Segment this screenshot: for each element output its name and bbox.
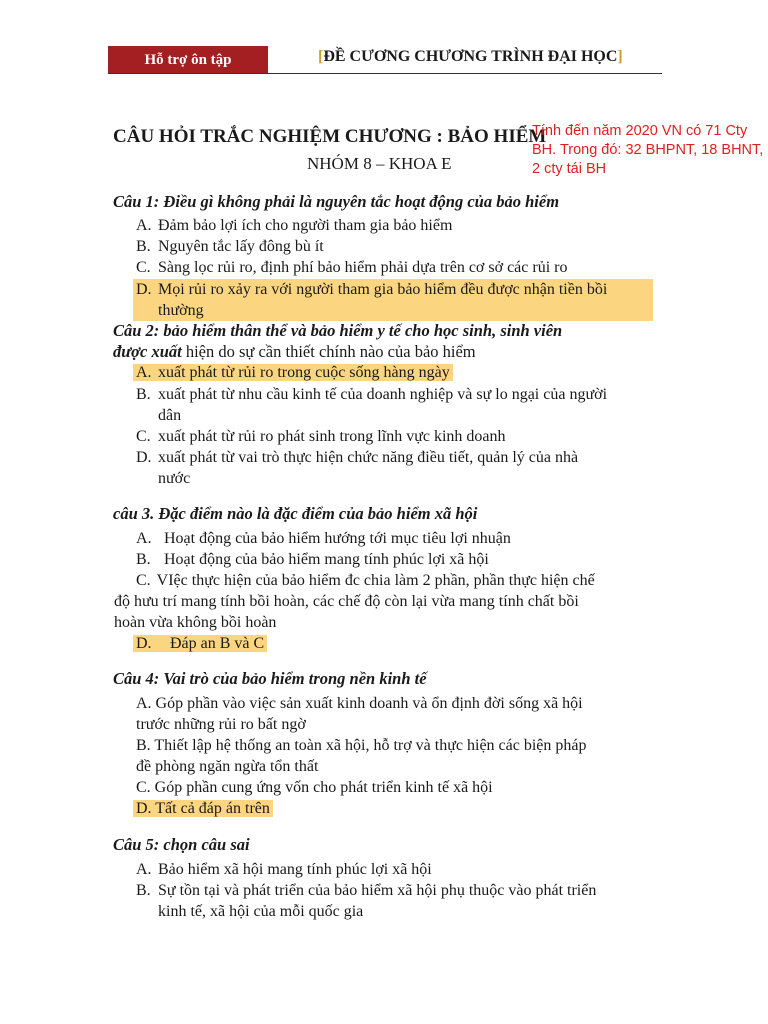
highlighted-answer xyxy=(133,635,267,652)
option-label: D. xyxy=(136,449,152,466)
q5-option-a xyxy=(136,859,656,880)
option-text: Hoạt động của bảo hiểm mang tính phúc lợi xã hội xyxy=(164,551,489,568)
option-text-cont: đề phòng ngăn ngừa tổn thất xyxy=(136,758,319,775)
option-text: xuất phát từ rủi ro phát sinh trong lĩnh vực kinh doanh xyxy=(158,428,506,445)
option-label: B. xyxy=(136,551,151,568)
header-badge-label: Hỗ trợ ôn tập xyxy=(144,51,232,68)
header-title-text: ĐỀ CƯƠNG CHƯƠNG TRÌNH ĐẠI HỌC xyxy=(323,48,618,65)
option-text: Sự tồn tại và phát triển của bảo hiểm xã hội phụ thuộc vào phát triển xyxy=(158,882,597,899)
header-badge xyxy=(108,46,268,74)
option-text: B. Thiết lập hệ thống an toàn xã hội, hỗ trợ và thực hiện các biện pháp xyxy=(136,737,587,754)
option-text: Bảo hiểm xã hội mang tính phúc lợi xã hội xyxy=(158,861,432,878)
q4-option-d xyxy=(133,798,273,819)
q3-option-d xyxy=(133,633,267,654)
highlighted-answer: D. Tất cả đáp án trên xyxy=(133,800,273,817)
q5-option-b xyxy=(136,880,656,922)
option-label: A. xyxy=(136,530,152,547)
option-text: Sàng lọc rủi ro, định phí bảo hiểm phải dựa trên cơ sở các rủi ro xyxy=(158,259,568,276)
option-text: xuất phát từ vai trò thực hiện chức năng điều tiết, quản lý của nhà xyxy=(158,449,579,466)
option-label: A. xyxy=(136,861,152,878)
option-label: D. xyxy=(136,281,152,298)
document-subtitle: NHÓM 8 – KHOA E xyxy=(307,154,452,173)
highlighted-answer xyxy=(133,364,453,381)
option-label: C. xyxy=(136,572,151,589)
highlighted-answer xyxy=(133,279,653,300)
bracket-open: [ xyxy=(318,48,324,65)
option-label: C. xyxy=(136,259,151,276)
option-text-cont: hoàn vừa không bồi hoàn xyxy=(114,614,277,631)
option-text-cont: dân xyxy=(158,407,182,424)
option-text-cont: trước những rủi ro bất ngờ xyxy=(136,716,306,733)
option-text: xuất phát từ nhu cầu kinh tế của doanh nghiệp và sự lo ngại của người xyxy=(158,386,608,403)
q1-option-d xyxy=(133,279,653,321)
header-divider xyxy=(108,73,662,74)
option-label: D. xyxy=(136,635,152,652)
q3-option-c xyxy=(114,570,656,633)
header-title xyxy=(318,48,623,66)
q4-option-a xyxy=(136,693,654,735)
question-2-line1: Câu 2: bảo hiểm thân thể và bảo hiểm y tế cho học sinh, sinh viên xyxy=(113,321,563,340)
question-5-title: Câu 5: chọn câu sai xyxy=(113,835,250,854)
option-label: C. xyxy=(136,428,151,445)
q1-option-b xyxy=(136,236,656,257)
question-2-bold: được xuất xyxy=(113,342,182,361)
q2-option-c xyxy=(136,426,656,447)
highlighted-answer-cont xyxy=(133,300,653,321)
q3-option-a xyxy=(136,528,656,549)
option-label: B. xyxy=(136,238,151,255)
option-text: Mọi rủi ro xảy ra với người tham gia bảo hiểm đều được nhận tiền bồi xyxy=(158,281,608,298)
option-text: Nguyên tắc lấy đông bù ít xyxy=(158,238,324,255)
q2-option-b xyxy=(136,384,656,426)
option-label: A. xyxy=(136,217,152,234)
option-text: xuất phát từ rủi ro trong cuộc sống hàng ngày xyxy=(158,364,450,381)
option-label: B. xyxy=(136,386,151,403)
option-text: Đảm bảo lợi ích cho người tham gia bảo hiểm xyxy=(158,217,453,234)
bracket-close: ] xyxy=(617,48,623,65)
question-1-title: Câu 1: Điều gì không phải là nguyên tắc hoạt động của bảo hiểm xyxy=(113,192,560,211)
question-2-line2 xyxy=(113,341,663,362)
q4-option-b xyxy=(136,735,654,777)
option-text: A. Góp phần vào việc sản xuất kinh doanh và ổn định đời sống xã hội xyxy=(136,695,583,712)
option-text: thường xyxy=(158,302,204,319)
option-text: Đáp an B và C xyxy=(170,635,265,652)
q4-option-c: C. Góp phần cung ứng vốn cho phát triển kinh tế xã hội xyxy=(136,779,493,796)
q2-option-a xyxy=(133,362,453,383)
document-title: CÂU HỎI TRẮC NGHIỆM CHƯƠNG : BẢO HIỂM xyxy=(113,126,547,147)
option-text-cont: độ hưu trí mang tính bồi hoàn, các chế độ còn lại vừa mang tính chất bồi xyxy=(114,593,579,610)
option-label: A. xyxy=(136,364,152,381)
option-label: B. xyxy=(136,882,151,899)
q1-option-c xyxy=(136,257,656,278)
option-text: Hoạt động của bảo hiểm hướng tới mục tiêu lợi nhuận xyxy=(164,530,511,547)
q2-option-d xyxy=(136,447,656,489)
option-text-cont: nước xyxy=(158,470,191,487)
option-text-cont: kinh tế, xã hội của mỗi quốc gia xyxy=(158,903,364,920)
question-2-rest: hiện do sự cần thiết chính nào của bảo hiểm xyxy=(181,342,476,361)
q3-option-b xyxy=(136,549,656,570)
q1-option-a xyxy=(136,215,656,236)
question-3-title: câu 3. Đặc điểm nào là đặc điểm của bảo hiểm xã hội xyxy=(113,504,478,523)
side-annotation: Tính đến năm 2020 VN có 71 Cty BH. Trong đó: 32 BHPNT, 18 BHNT, 2 cty tái BH xyxy=(532,123,764,177)
question-2-title xyxy=(113,320,663,362)
option-text: VIệc thực hiện của bảo hiểm đc chia làm 2 phần, phần thực hiện chế xyxy=(156,572,595,589)
question-4-title: Câu 4: Vai trò của bảo hiểm trong nền kinh tế xyxy=(113,669,427,688)
